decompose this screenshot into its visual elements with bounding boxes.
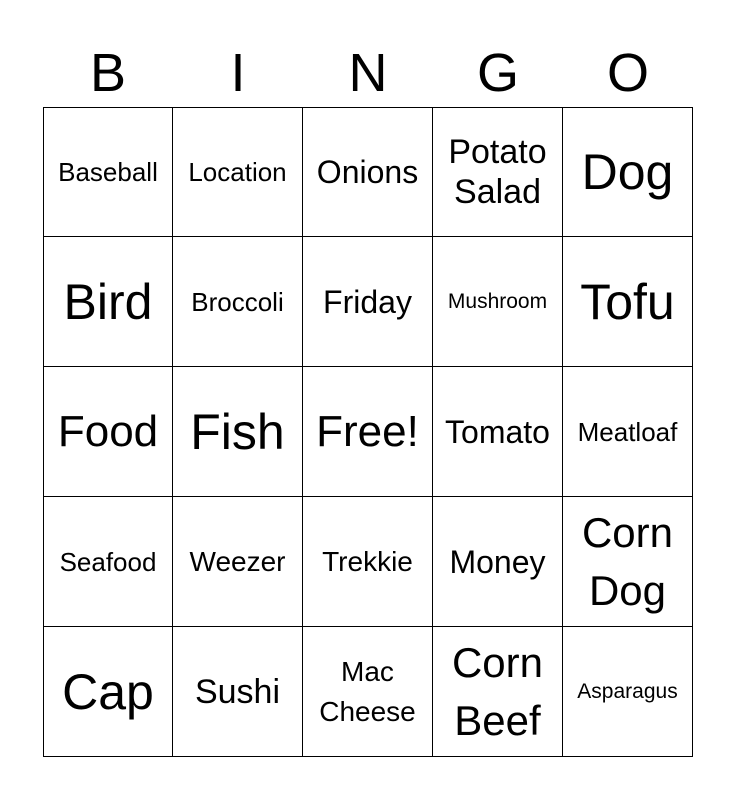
bingo-cell[interactable] (303, 627, 433, 757)
cell-label: Tofu (580, 273, 675, 330)
bingo-cell[interactable] (433, 367, 563, 497)
bingo-cell[interactable] (303, 237, 433, 367)
cell-label: Location (188, 157, 287, 187)
bingo-cell[interactable] (433, 237, 563, 367)
cell-label: Fish (190, 403, 285, 460)
cell-label: Free! (316, 406, 419, 456)
cell-label: Food (57, 406, 159, 456)
bingo-cell[interactable] (303, 497, 433, 627)
bingo-cell[interactable] (173, 627, 303, 757)
cell-label: Sushi (194, 672, 281, 711)
header-letter-i: I (230, 43, 246, 103)
cell-label: Asparagus (577, 679, 678, 703)
cell-label: Broccoli (191, 286, 284, 317)
cell-label: Baseball (58, 157, 158, 187)
cell-label: Seafood (59, 546, 157, 577)
bingo-cell[interactable] (563, 367, 693, 497)
cell-label: Weezer (189, 545, 286, 577)
header-letter-b: B (89, 43, 127, 103)
cell-label: Mushroom (447, 289, 548, 313)
cell-label: Corn Dog (581, 508, 674, 614)
header-letter-o: O (606, 43, 649, 103)
header-letter-g: G (476, 43, 519, 103)
header-letter-n: N (348, 43, 388, 103)
bingo-board (43, 107, 693, 757)
bingo-cell[interactable] (43, 627, 173, 757)
bingo-cell[interactable] (563, 107, 693, 237)
bingo-cell[interactable] (433, 627, 563, 757)
cell-label: Onions (316, 154, 419, 190)
cell-label: Meatloaf (577, 416, 678, 447)
bingo-cell[interactable] (563, 237, 693, 367)
cell-label: Friday (323, 283, 412, 320)
bingo-cell[interactable] (303, 367, 433, 497)
cell-label: Mac Cheese (319, 655, 416, 727)
bingo-cell[interactable] (563, 627, 693, 757)
bingo-cell[interactable] (303, 107, 433, 237)
cell-label: Tomato (445, 413, 550, 450)
bingo-cell[interactable] (173, 107, 303, 237)
bingo-cell[interactable] (173, 237, 303, 367)
bingo-cell[interactable] (173, 367, 303, 497)
bingo-cell[interactable] (433, 107, 563, 237)
bingo-cell[interactable] (43, 367, 173, 497)
cell-label: Trekkie (322, 545, 413, 577)
cell-label: Cap (62, 663, 154, 720)
cell-label: Dog (581, 144, 674, 200)
bingo-cell[interactable] (43, 497, 173, 627)
bingo-header (43, 40, 693, 106)
bingo-cell[interactable] (43, 107, 173, 237)
cell-label: Corn Beef (451, 638, 544, 744)
cell-label: Money (449, 543, 546, 580)
bingo-cell[interactable] (173, 497, 303, 627)
bingo-cell[interactable] (433, 497, 563, 627)
bingo-cell[interactable] (43, 237, 173, 367)
cell-label: Bird (63, 273, 153, 330)
cell-label: Potato Salad (448, 133, 547, 211)
bingo-cell[interactable] (563, 497, 693, 627)
